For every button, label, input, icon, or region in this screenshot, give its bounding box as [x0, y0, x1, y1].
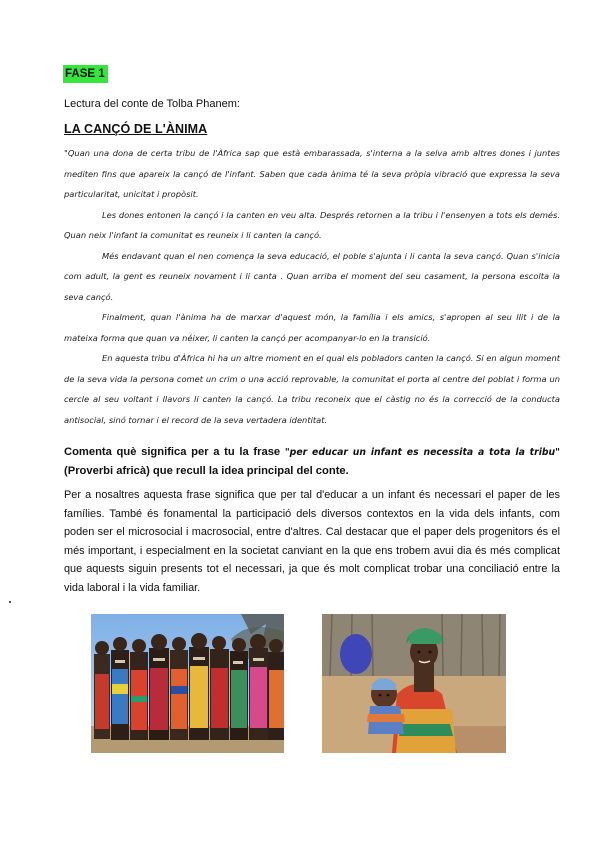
story-paragraph: Finalment, quan l'ànima ha de marxar d'aquest món, la família i els amics, s'apropen al seu llit i de la mateixa forma que quan va néixer, li canten la cançó per acompanyar-lo en la transició.: [64, 312, 560, 343]
tribe-group-photo: [91, 614, 284, 753]
question-lead: Comenta què significa per a tu la frase: [64, 446, 285, 458]
story-title: LA CANÇÓ DE L'ÀNIMA: [64, 122, 208, 136]
question-prompt: [64, 443, 560, 480]
story-paragraph: En aquesta tribu d'Àfrica hi ha un altre moment en el qual els pobladors canten la cançó. Si en algun moment de la seva vida la persona comet un crim o una acció reprovable, la comunitat el porta al centre del poblat i forma un cercle al seu voltant i llavors li canten la cançó. La tribu reconeix que el càstig no és la correcció de la conducta antisocial, sinó tornar i el record de la seva vertadera identitat.: [64, 353, 560, 425]
mother-baby-photo: [322, 614, 506, 753]
story-paragraph: "Quan una dona de certa tribu de l'Àfrica sap que està embarassada, s'interna a la selva amb altres dones i juntes mediten fins que apareix la cançó de l'infant. Saben que cada ànima té la seva pròpia vibració que expressa la seva particularitat, unicitat i propòsit.: [64, 148, 560, 199]
question-tail: (Proverbi africà) que recull la idea principal del conte.: [64, 465, 349, 477]
answer-text: Per a nosaltres aquesta frase significa que per tal d'educar a un infant és necessari el paper de les famílies. També és fonamental la participació dels diversos contextos en la vida dels infants, com poden ser el microsocial i macrosocial, entre d'altres. Cal destacar que el paper dels progenitors és el més important, i especialment en la societat canviant en la que ens trobem avui dia és més complicat que aquests siguin presents tot el necessari, ja que és molt complicat trobar una conciliació entre la vida laboral i la vida familiar.: [64, 489, 560, 594]
proverb-quote: "per educar un infant es necessita a tota la tribu": [284, 447, 560, 458]
story-text: [64, 143, 560, 430]
phase-label: FASE 1: [63, 65, 108, 83]
story-paragraph: Més endavant quan el nen comença la seva educació, el poble s'ajunta i li canta la seva cançó. Quan s'inicia com adult, la gent es reuneix novament i li canta . Quan arriba el moment del seu casament, la persona escolta la seva cançó.: [64, 250, 560, 302]
story-paragraph: Les dones entonen la cançó i la canten en veu alta. Després retornen a la tribu i l'ensenyen a tots els demés. Quan neix l'infant la comunitat es reuneix i li canten la cançó.: [64, 209, 560, 240]
stray-mark: [9, 601, 11, 603]
intro-line: Lectura del conte de Tolba Phanem:: [64, 98, 240, 110]
